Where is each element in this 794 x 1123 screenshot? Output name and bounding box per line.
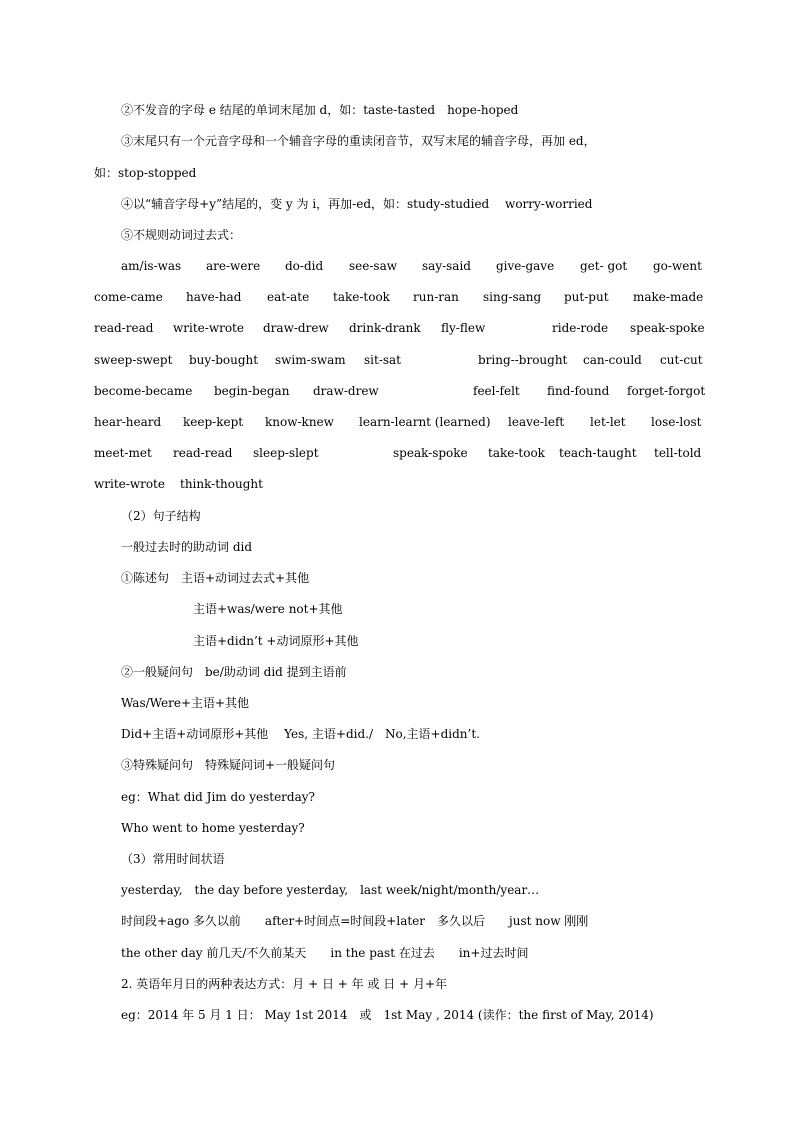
verb-item: say-said bbox=[422, 259, 471, 273]
verb-item: sing-sang bbox=[483, 290, 542, 304]
verb-item: keep-kept bbox=[183, 415, 244, 429]
verb-item: forget-forgot bbox=[627, 384, 706, 398]
verb-item: do-did bbox=[285, 259, 324, 273]
verb-item: tell-told bbox=[654, 446, 702, 460]
verb-item: drink-drank bbox=[349, 321, 421, 335]
verb-item: get- got bbox=[580, 259, 628, 273]
verb-row bbox=[94, 414, 700, 430]
section-heading-dates: 2. 英语年月日的两种表达方式：月 + 日 + 年 或 日 + 月+年 bbox=[121, 977, 447, 991]
special-question-rule: ③特殊疑问句 特殊疑问词+一般疑问句 bbox=[121, 758, 336, 772]
date-example: eg：2014 年 5 月 1 日： May 1st 2014 或 1st May , 2014 (读作：the first of May, 2014) bbox=[121, 1008, 654, 1022]
verb-item: sleep-slept bbox=[253, 446, 319, 460]
verb-item: eat-ate bbox=[267, 290, 310, 304]
verb-item: read-read bbox=[173, 446, 233, 460]
verb-row bbox=[94, 289, 704, 305]
aux-verb-note: 一般过去时的助动词 did bbox=[121, 540, 253, 554]
verb-item: come-came bbox=[94, 290, 163, 304]
statement-rule-1: ①陈述句 主语+动词过去式+其他 bbox=[121, 571, 310, 585]
verb-item: read-read bbox=[94, 321, 154, 335]
verb-item: sit-sat bbox=[364, 353, 402, 367]
verb-row bbox=[94, 258, 700, 274]
verb-item: bring--brought bbox=[478, 353, 568, 367]
verb-item: go-went bbox=[653, 259, 702, 273]
statement-rule-2: 主语+was/were not+其他 bbox=[193, 602, 343, 616]
verb-item: become-became bbox=[94, 384, 193, 398]
verb-item: buy-bought bbox=[189, 353, 259, 367]
verb-item: fly-flew bbox=[441, 321, 486, 335]
verb-item: take-took bbox=[333, 290, 390, 304]
verb-item: am/is-was bbox=[121, 259, 182, 273]
verb-item: sweep-swept bbox=[94, 353, 173, 367]
verb-item: take-took bbox=[488, 446, 545, 460]
question-rule: ②一般疑问句 be/助动词 did 提到主语前 bbox=[121, 665, 347, 679]
rule-2: ②不发音的字母 e 结尾的单词末尾加 d，如：taste-tasted hope-hoped bbox=[121, 103, 519, 117]
verb-item: run-ran bbox=[413, 290, 459, 304]
verb-item: lose-lost bbox=[651, 415, 702, 429]
verb-item: think-thought bbox=[180, 477, 263, 491]
verb-row bbox=[94, 445, 700, 461]
verb-item: are-were bbox=[206, 259, 261, 273]
verb-item: speak-spoke bbox=[393, 446, 468, 460]
verb-item: draw-drew bbox=[313, 384, 379, 398]
verb-item: let-let bbox=[590, 415, 626, 429]
verb-item: make-made bbox=[633, 290, 704, 304]
verb-row bbox=[94, 352, 703, 368]
verb-item: leave-left bbox=[508, 415, 565, 429]
verb-item: find-found bbox=[547, 384, 610, 398]
example-2: Who went to home yesterday? bbox=[121, 821, 305, 835]
verb-row bbox=[94, 320, 705, 336]
time-adverbial-line-1: yesterday, the day before yesterday, last week/night/month/year… bbox=[121, 883, 540, 897]
question-form-2: Did+主语+动词原形+其他 Yes, 主语+did./ No,主语+didn’t. bbox=[121, 727, 480, 741]
verb-item: know-knew bbox=[265, 415, 334, 429]
verb-item: draw-drew bbox=[263, 321, 329, 335]
question-form-1: Was/Were+主语+其他 bbox=[121, 696, 250, 710]
verb-item: teach-taught bbox=[559, 446, 637, 460]
time-adverbial-line-3: the other day 前几天/不久前某天 in the past 在过去 in+过去时间 bbox=[121, 946, 529, 960]
verb-item: feel-felt bbox=[473, 384, 520, 398]
example-1: eg：What did Jim do yesterday? bbox=[121, 790, 315, 804]
verb-item: cut-cut bbox=[660, 353, 703, 367]
time-adverbial-line-2: 时间段+ago 多久以前 after+时间点=时间段+later 多久以后 just now 刚刚 bbox=[121, 914, 589, 928]
verb-item: ride-rode bbox=[552, 321, 609, 335]
verb-item: hear-heard bbox=[94, 415, 162, 429]
verb-row bbox=[94, 383, 706, 399]
rule-4: ④以“辅音字母+y”结尾的，变 y 为 i，再加-ed，如：study-studied worry-worried bbox=[121, 197, 593, 211]
verb-item: write-wrote bbox=[173, 321, 244, 335]
verb-item: meet-met bbox=[94, 446, 152, 460]
verb-item: have-had bbox=[186, 290, 242, 304]
section-heading-time: （3）常用时间状语 bbox=[121, 852, 225, 866]
verb-item: write-wrote bbox=[94, 477, 165, 491]
statement-rule-3: 主语+didn’t +动词原形+其他 bbox=[193, 634, 359, 648]
rule-5: ⑤不规则动词过去式： bbox=[121, 228, 242, 242]
rule-3-line-1: ③末尾只有一个元音字母和一个辅音字母的重读闭音节，双写末尾的辅音字母，再加 ed， bbox=[121, 134, 596, 148]
verb-item: give-gave bbox=[496, 259, 555, 273]
verb-item: learn-learnt (learned) bbox=[359, 415, 491, 429]
verb-item: swim-swam bbox=[275, 353, 346, 367]
verb-item: speak-spoke bbox=[630, 321, 705, 335]
section-heading-sentence: （2）句子结构 bbox=[121, 509, 201, 523]
verb-item: see-saw bbox=[349, 259, 397, 273]
verb-item: begin-began bbox=[214, 384, 290, 398]
verb-item: can-could bbox=[583, 353, 642, 367]
verb-item: put-put bbox=[564, 290, 609, 304]
rule-3-line-2: 如：stop-stopped bbox=[94, 166, 197, 180]
verb-row bbox=[94, 476, 700, 492]
